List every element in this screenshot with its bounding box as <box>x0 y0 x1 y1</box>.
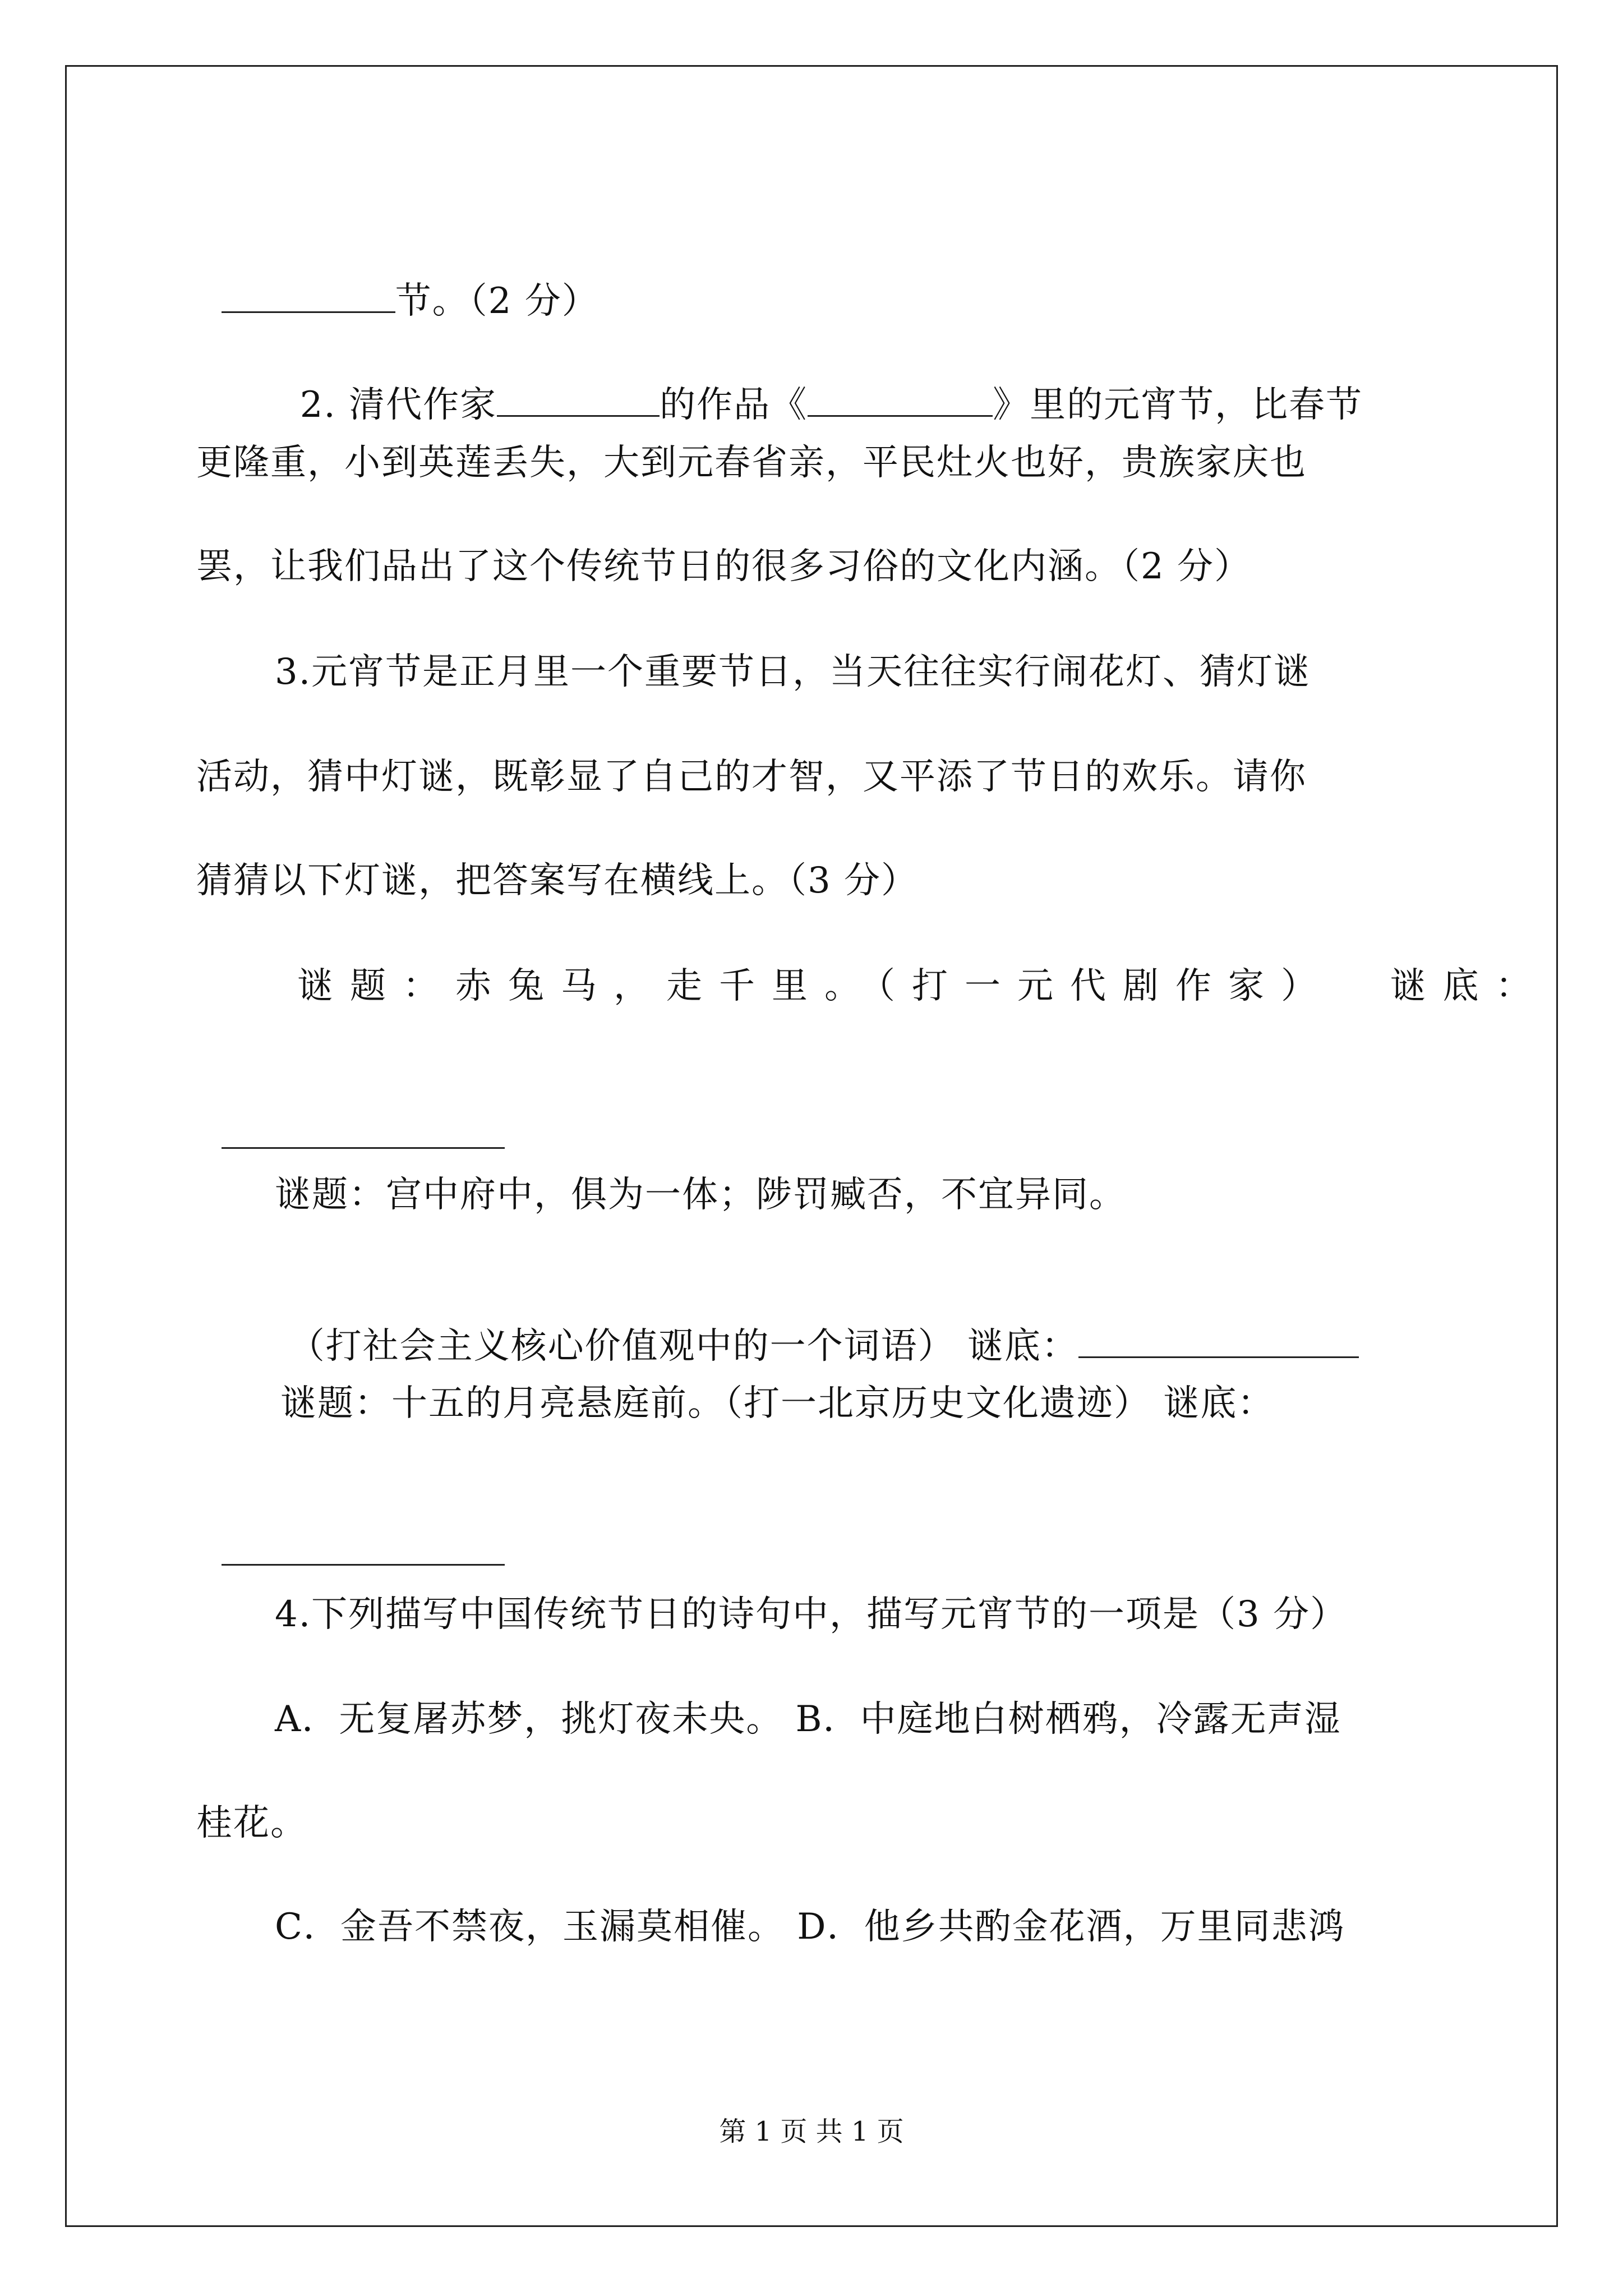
question-2-line-1: 2. 清代作家 的作品《 》里的元宵节，比春节 <box>275 337 1363 427</box>
riddle-2: 谜题：宫中府中，俱为一体；陟罚臧否，不宜异同。 <box>275 1174 1126 1216</box>
answer-blank-riddle-1[interactable] <box>222 1114 505 1149</box>
riddle-1-answer <box>196 1069 505 1159</box>
answer-blank[interactable] <box>222 278 395 313</box>
question-4: 4.下列描写中国传统节日的诗句中，描写元宵节的一项是（3 分） <box>275 1594 1348 1635</box>
answer-blank-riddle-3[interactable] <box>222 1530 505 1566</box>
question-3-line-2: 活动，猜中灯谜，既彰显了自己的才智，又平添了节日的欢乐。请你 <box>196 756 1307 798</box>
answer-blank-work[interactable] <box>808 381 993 417</box>
question-2-line-2: 更隆重，小到英莲丢失，大到元春省亲，平民灶火也好，贵族家庆也 <box>196 442 1307 484</box>
option-b-cont: 桂花。 <box>196 1802 307 1844</box>
riddle-2-hint: （打社会主义核心价值观中的一个词语） 谜底： <box>264 1278 1359 1369</box>
answer-blank-riddle-2[interactable] <box>1078 1323 1359 1358</box>
page-footer: 第 1 页 共 1 页 <box>719 2116 904 2147</box>
option-c-d: C．金吾不禁夜，玉漏莫相催。 D．他乡共酌金花酒，万里同悲鸿 <box>275 1906 1345 1948</box>
answer-blank-author[interactable] <box>497 381 660 417</box>
question-3-line-3: 猜猜以下灯谜，把答案写在横线上。（3 分） <box>196 860 919 901</box>
riddle-3: 谜题：十五的月亮悬庭前。（打一北京历史文化遗迹） 谜底： <box>280 1383 1275 1424</box>
option-a-b: A．无复屠苏梦，挑灯夜未央。 B．中庭地白树栖鸦，冷露无声湿 <box>275 1699 1341 1740</box>
riddle-3-answer <box>196 1485 505 1576</box>
question-2-line-3: 罢，让我们品出了这个传统节日的很多习俗的文化内涵。（2 分） <box>196 546 1252 587</box>
question-1-tail: 节。（2 分） <box>196 233 599 324</box>
riddle-1: 谜题：赤兔马，走千里。（打一元代剧作家） 谜底： <box>297 965 1548 1007</box>
question-3-line-1: 3.元宵节是正月里一个重要节日，当天往往实行闹花灯、猜灯谜 <box>275 651 1311 693</box>
